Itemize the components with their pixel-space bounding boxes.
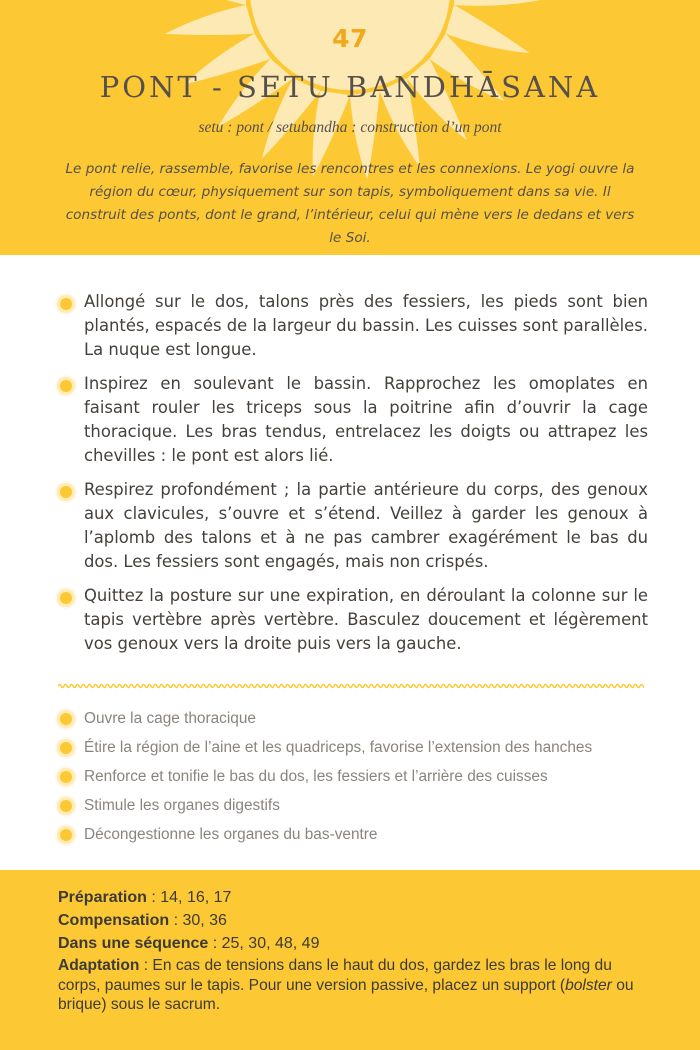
benefit-text: Ouvre la cage thoracique [84,710,256,727]
sun-bullet-icon [60,380,72,392]
preparation-label: Préparation [58,889,147,906]
sun-bullet-icon [60,800,72,812]
wavy-divider [58,682,644,690]
preparation-value: : 14, 16, 17 [146,889,232,906]
sun-bullet-icon [60,486,72,498]
instruction-text: Respirez profondément ; la partie antérieure du corps, des genoux aux clavicules, s’ouvre et s’étend. Veillez à garder les genoux à l’aplomb des talons et à ne pas cambrer exagérément le bas du dos. Les fessiers sont engagés, mais non crispés. [84,480,648,571]
sun-bullet-icon [60,771,72,783]
instruction-item [58,290,648,362]
cross-references [58,886,648,1015]
pose-introduction: Le pont relie, rassemble, favorise les rencontres et les connexions. Le yogi ouvre la région du cœur, physiquement sur son tapis, symboliquement dans sa vie. Il construit des ponts, dont le grand, l’intérieur, celui qui mène vers le dedans et vers le Soi. [65,161,635,246]
instruction-text: Allongé sur le dos, talons près des fessiers, les pieds sont bien plantés, espacés de la largeur du bassin. Les cuisses sont parallèles. La nuque est longue. [84,292,648,359]
sequence-label: Dans une séquence [58,935,209,952]
footer-band [0,870,700,1050]
benefits-list [58,707,658,852]
adaptation-text-before: : En cas de tensions dans le haut du dos, gardez les bras le long du corps, paumes sur le tapis. Pour une version passive, placez un support ( [58,957,612,994]
benefit-item [58,765,658,794]
benefit-item [58,794,658,823]
benefit-text: Étire la région de l’aine et les quadriceps, favorise l’extension des hanches [84,739,593,756]
benefit-text: Renforce et tonifie le bas du dos, les fessiers et l’arrière des cuisses [84,768,548,785]
benefit-item [58,823,658,852]
pose-etymology: setu : pont / setubandha : construction d’un pont [198,119,502,136]
adaptation-italic: bolster [565,976,612,994]
sun-ray [160,0,246,5]
adaptation-label: Adaptation [58,957,140,974]
compensation-line [58,909,648,932]
instruction-item [58,478,648,574]
benefit-item [58,736,658,765]
pose-title: PONT - SETU BANDHĀSANA [99,70,601,104]
adaptation-text-after: ou brique) sous le sacrum. [58,976,634,1013]
instruction-list [58,290,648,666]
preparation-line [58,886,648,909]
compensation-label: Compensation [58,912,170,929]
instruction-item [58,372,648,468]
sequence-value: : 25, 30, 48, 49 [208,935,320,952]
sun-bullet-icon [60,592,72,604]
benefit-text: Stimule les organes digestifs [84,797,280,814]
sun-bullet-icon [60,713,72,725]
card-number: 47 [332,24,368,53]
sun-bullet-icon [60,298,72,310]
benefit-text: Décongestionne les organes du bas-ventre [84,826,378,843]
sequence-line [58,932,648,955]
instruction-text: Inspirez en soulevant le bassin. Rapprochez les omoplates en faisant rouler les triceps sous la poitrine afin d’ouvrir la cage thoracique. Les bras tendus, entrelacez les doigts ou attrapez les chevilles : le pont est alors lié. [84,374,648,465]
sun-bullet-icon [60,829,72,841]
adaptation-paragraph [58,956,648,1015]
instruction-item [58,584,648,656]
sun-ray [454,0,540,6]
sun-bullet-icon [60,742,72,754]
instruction-text: Quittez la posture sur une expiration, en déroulant la colonne sur le tapis vertèbre après vertèbre. Basculez doucement et légèrement vos genoux vers la droite puis vers la gauche. [84,586,648,653]
benefit-item [58,707,658,736]
header-band [0,0,700,255]
compensation-value: : 30, 36 [169,912,227,929]
